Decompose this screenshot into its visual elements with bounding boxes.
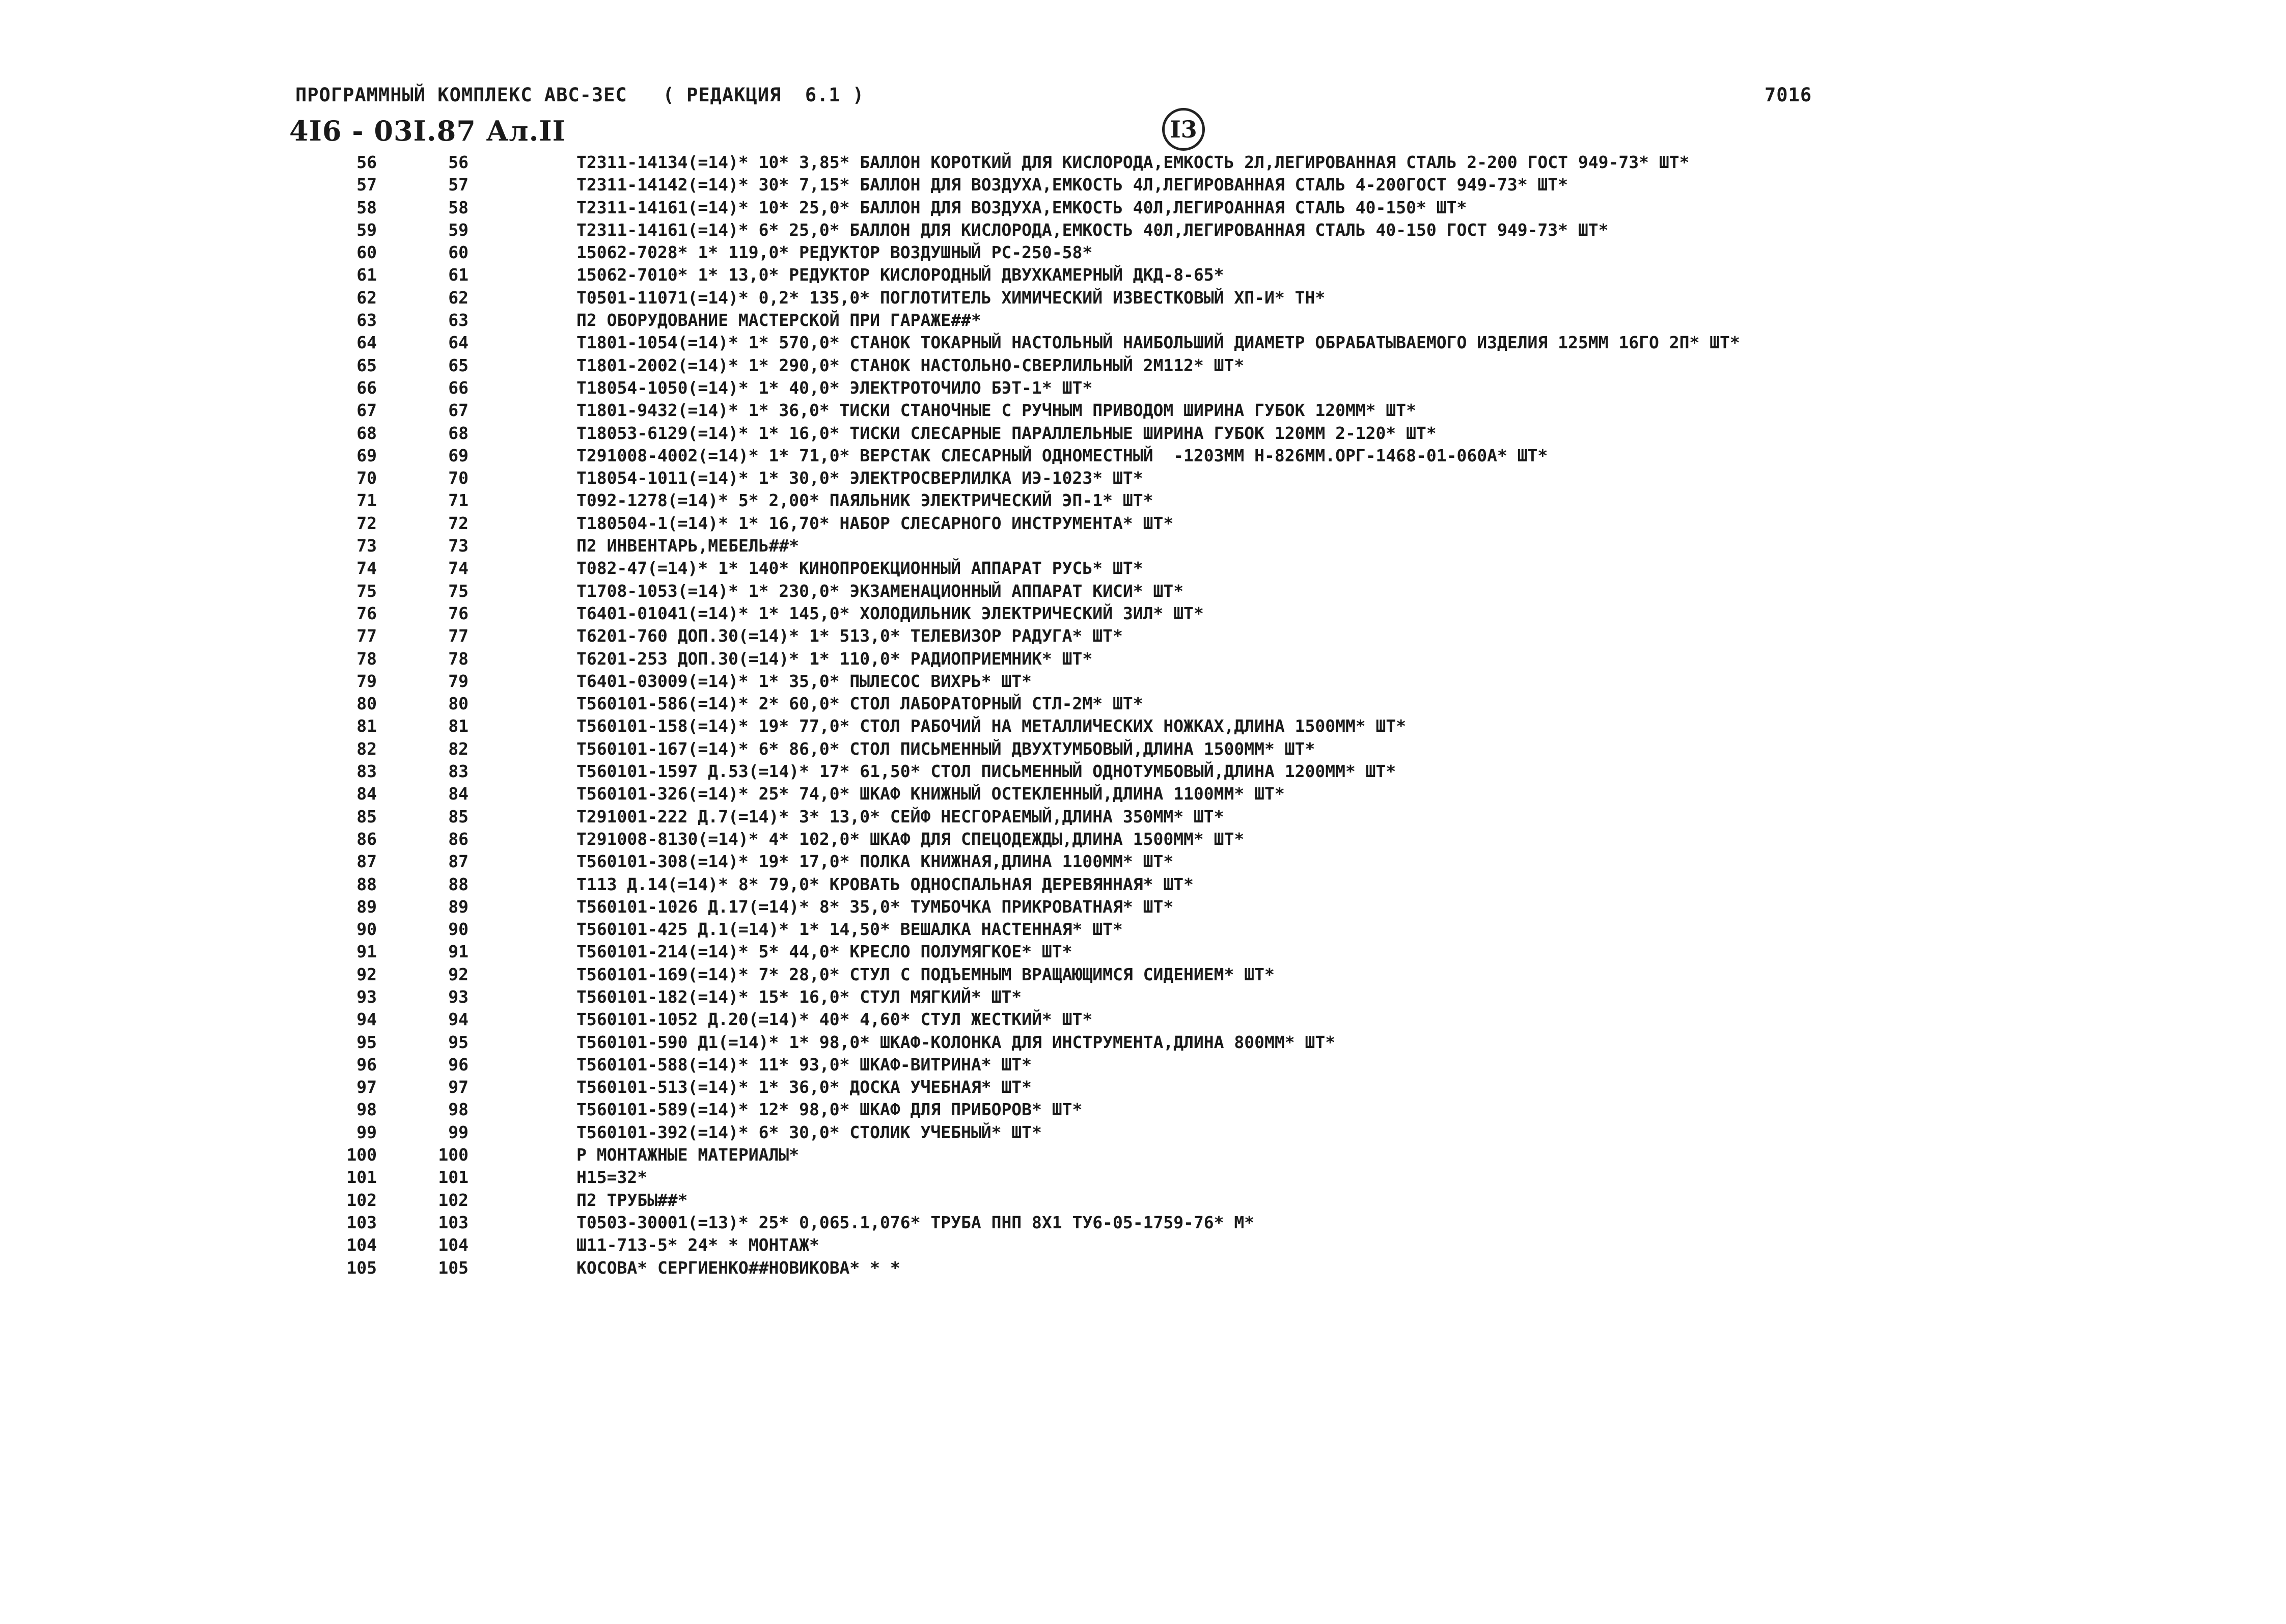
row-number: 78 (356, 648, 377, 669)
row-text: Т2311-14134(=14)* 10* 3,85* БАЛЛОН КОРОТКИЙ ДЛЯ КИСЛОРОДА,ЕМКОСТЬ 2Л,ЛЕГИРОВАННАЯ СТАЛЬ 2-200 ГОСТ 949-73* ШТ* (576, 152, 1690, 172)
sheet-number: I3 (1170, 116, 1197, 143)
row-number: 76 (356, 603, 377, 623)
row-text: Т560101-425 Д.1(=14)* 1* 14,50* ВЕШАЛКА НАСТЕННАЯ* ШТ* (576, 919, 1123, 940)
row-number-repeat: 76 (448, 603, 469, 623)
row-number: 75 (356, 581, 377, 601)
table-row (0, 1054, 2286, 1076)
row-text: Т560101-1597 Д.53(=14)* 17* 61,50* СТОЛ ПИСЬМЕННЫЙ ОДНОТУМБОВЫЙ,ДЛИНА 1200ММ* ШТ* (576, 761, 1396, 782)
row-text: 15062-7028* 1* 119,0* РЕДУКТОР ВОЗДУШНЫЙ РС-250-58* (576, 242, 1093, 263)
table-row (0, 287, 2286, 309)
table-row (0, 918, 2286, 941)
table-row (0, 964, 2286, 986)
table-row (0, 1008, 2286, 1031)
table-row (0, 896, 2286, 918)
row-number-repeat: 63 (448, 310, 469, 331)
row-text: Т560101-158(=14)* 19* 77,0* СТОЛ РАБОЧИЙ НА МЕТАЛЛИЧЕСКИХ НОЖКАХ,ДЛИНА 1500ММ* ШТ* (576, 716, 1407, 736)
row-text: Т0501-11071(=14)* 0,2* 135,0* ПОГЛОТИТЕЛЬ ХИМИЧЕСКИЙ ИЗВЕСТКОВЫЙ ХП-И* ТН* (576, 287, 1326, 308)
row-text: Т0503-30001(=13)* 25* 0,065.1,076* ТРУБА ПНП 8Х1 ТУ6-05-1759-76* М* (576, 1212, 1255, 1232)
row-number-repeat: 98 (448, 1099, 469, 1120)
row-text: Т291008-8130(=14)* 4* 102,0* ШКАФ ДЛЯ СПЕЦОДЕЖДЫ,ДЛИНА 1500ММ* ШТ* (576, 829, 1245, 849)
table-row (0, 648, 2286, 670)
table-row (0, 1098, 2286, 1121)
row-number-repeat: 68 (448, 423, 469, 443)
row-number-repeat: 65 (448, 355, 469, 375)
row-text: Т1801-1054(=14)* 1* 570,0* СТАНОК ТОКАРНЫЙ НАСТОЛЬНЫЙ НАИБОЛЬШИЙ ДИАМЕТР ОБРАБАТЫВАЕМОГО ИЗДЕЛИЯ 125ММ 16ГО 2П* ШТ* (576, 333, 1740, 353)
table-row (0, 760, 2286, 783)
row-text: Т6401-03009(=14)* 1* 35,0* ПЫЛЕСОС ВИХРЬ* ШТ* (576, 671, 1032, 691)
row-text: Т560101-1052 Д.20(=14)* 40* 4,60* СТУЛ ЖЕСТКИЙ* ШТ* (576, 1009, 1093, 1030)
row-text: Т560101-169(=14)* 7* 28,0* СТУЛ С ПОДЪЕМНЫМ ВРАЩАЮЩИМСЯ СИДЕНИЕМ* ШТ* (576, 964, 1275, 984)
row-number-repeat: 97 (448, 1077, 469, 1097)
row-text: Т560101-589(=14)* 12* 98,0* ШКАФ ДЛЯ ПРИБОРОВ* ШТ* (576, 1099, 1083, 1120)
row-number: 69 (356, 445, 377, 465)
row-number-repeat: 95 (448, 1032, 469, 1052)
table-row (0, 557, 2286, 580)
row-text: П2 ОБОРУДОВАНИЕ МАСТЕРСКОЙ ПРИ ГАРАЖЕ##* (576, 310, 981, 331)
row-number-repeat: 89 (448, 896, 469, 917)
table-row (0, 399, 2286, 422)
row-text: Т6201-253 ДОП.30(=14)* 1* 110,0* РАДИОПРИЕМНИК* ШТ* (576, 648, 1093, 669)
row-number: 101 (346, 1167, 377, 1188)
row-number: 71 (356, 490, 377, 511)
row-number-repeat: 66 (448, 377, 469, 398)
row-number: 87 (356, 851, 377, 872)
row-text: Т560101-1026 Д.17(=14)* 8* 35,0* ТУМБОЧКА ПРИКРОВАТНАЯ* ШТ* (576, 896, 1174, 917)
row-number-repeat: 74 (448, 558, 469, 579)
row-number-repeat: 82 (448, 738, 469, 759)
row-text: Т560101-586(=14)* 2* 60,0* СТОЛ ЛАБОРАТОРНЫЙ СТЛ-2М* ШТ* (576, 694, 1143, 714)
table-row (0, 738, 2286, 760)
row-number: 83 (356, 761, 377, 782)
table-row (0, 377, 2286, 399)
row-text: П2 ТРУБЫ##* (576, 1190, 688, 1210)
row-number-repeat: 77 (448, 626, 469, 646)
row-text: Т560101-214(=14)* 5* 44,0* КРЕСЛО ПОЛУМЯГКОЕ* ШТ* (576, 942, 1072, 962)
row-number-repeat: 61 (448, 265, 469, 285)
row-number: 70 (356, 468, 377, 488)
row-number: 80 (356, 694, 377, 714)
row-number-repeat: 59 (448, 219, 469, 240)
row-number: 63 (356, 310, 377, 331)
table-row (0, 1234, 2286, 1256)
table-row (0, 467, 2286, 489)
row-number: 84 (356, 784, 377, 804)
row-text: Т113 Д.14(=14)* 8* 79,0* КРОВАТЬ ОДНОСПАЛЬНАЯ ДЕРЕВЯННАЯ* ШТ* (576, 874, 1194, 894)
row-text: Т1708-1053(=14)* 1* 230,0* ЭКЗАМЕНАЦИОННЫЙ АППАРАТ КИСИ* ШТ* (576, 581, 1184, 601)
row-text: Т18054-1050(=14)* 1* 40,0* ЭЛЕКТРОТОЧИЛО БЭТ-1* ШТ* (576, 377, 1093, 398)
table-row (0, 941, 2286, 963)
row-number-repeat: 93 (448, 986, 469, 1007)
row-number-repeat: 104 (438, 1235, 469, 1255)
row-text: Т180504-1(=14)* 1* 16,70* НАБОР СЛЕСАРНОГО ИНСТРУМЕНТА* ШТ* (576, 513, 1174, 533)
row-number: 95 (356, 1032, 377, 1052)
row-number: 58 (356, 197, 377, 217)
table-row (0, 715, 2286, 737)
row-number: 60 (356, 242, 377, 263)
row-text: Т560101-392(=14)* 6* 30,0* СТОЛИК УЧЕБНЫЙ* ШТ* (576, 1122, 1042, 1142)
row-number-repeat: 96 (448, 1054, 469, 1075)
row-number: 64 (356, 333, 377, 353)
table-row (0, 219, 2286, 241)
row-number: 103 (346, 1212, 377, 1232)
row-number: 90 (356, 919, 377, 940)
table-row (0, 1144, 2286, 1166)
row-number: 105 (346, 1257, 377, 1278)
row-number-repeat: 81 (448, 716, 469, 736)
sheet-number-circle (1162, 108, 1205, 151)
row-number-repeat: 91 (448, 942, 469, 962)
row-text: Ш11-713-5* 24* * МОНТАЖ* (576, 1235, 819, 1255)
row-number-repeat: 100 (438, 1145, 469, 1165)
table-row (0, 1121, 2286, 1144)
table-row (0, 174, 2286, 196)
table-row (0, 489, 2286, 512)
row-text: Т560101-588(=14)* 11* 93,0* ШКАФ-ВИТРИНА* ШТ* (576, 1054, 1032, 1075)
row-number-repeat: 92 (448, 964, 469, 984)
row-number: 74 (356, 558, 377, 579)
row-number-repeat: 87 (448, 851, 469, 872)
row-number-repeat: 57 (448, 175, 469, 195)
row-number: 82 (356, 738, 377, 759)
row-text: Т560101-513(=14)* 1* 36,0* ДОСКА УЧЕБНАЯ* ШТ* (576, 1077, 1032, 1097)
row-number: 100 (346, 1145, 377, 1165)
row-number: 59 (356, 219, 377, 240)
row-number-repeat: 90 (448, 919, 469, 940)
row-number-repeat: 84 (448, 784, 469, 804)
table-row (0, 625, 2286, 647)
row-number-repeat: 62 (448, 287, 469, 308)
row-number-repeat: 102 (438, 1190, 469, 1210)
row-number: 79 (356, 671, 377, 691)
table-row (0, 828, 2286, 850)
row-number-repeat: 80 (448, 694, 469, 714)
table-row (0, 873, 2286, 896)
row-number-repeat: 99 (448, 1122, 469, 1142)
row-number: 68 (356, 423, 377, 443)
row-number: 66 (356, 377, 377, 398)
row-number: 102 (346, 1190, 377, 1210)
row-number: 104 (346, 1235, 377, 1255)
row-number: 73 (356, 536, 377, 556)
table-row (0, 783, 2286, 805)
row-number: 94 (356, 1009, 377, 1030)
table-row (0, 1031, 2286, 1054)
row-number-repeat: 71 (448, 490, 469, 511)
row-text: Н15=32* (576, 1167, 648, 1188)
specification-listing (0, 151, 2286, 1279)
table-row (0, 241, 2286, 264)
table-row (0, 670, 2286, 693)
row-text: Т1801-9432(=14)* 1* 36,0* ТИСКИ СТАНОЧНЫЕ С РУЧНЫМ ПРИВОДОМ ШИРИНА ГУБОК 120ММ* ШТ* (576, 400, 1417, 421)
row-number: 88 (356, 874, 377, 894)
row-number-repeat: 72 (448, 513, 469, 533)
row-text: Т18053-6129(=14)* 1* 16,0* ТИСКИ СЛЕСАРНЫЕ ПАРАЛЛЕЛЬНЫЕ ШИРИНА ГУБОК 120ММ 2-120* ШТ* (576, 423, 1437, 443)
row-number: 62 (356, 287, 377, 308)
row-text: КОСОВА* СЕРГИЕНКО##НОВИКОВА* * * (576, 1257, 900, 1278)
row-number: 99 (356, 1122, 377, 1142)
row-number-repeat: 70 (448, 468, 469, 488)
row-text: Т291008-4002(=14)* 1* 71,0* ВЕРСТАК СЛЕСАРНЫЙ ОДНОМЕСТНЫЙ -1203ММ Н-826ММ.ОРГ-1468-01-060А* ШТ* (576, 445, 1548, 465)
table-row (0, 332, 2286, 354)
row-number-repeat: 85 (448, 806, 469, 827)
row-number: 81 (356, 716, 377, 736)
row-number: 98 (356, 1099, 377, 1120)
row-text: 15062-7010* 1* 13,0* РЕДУКТОР КИСЛОРОДНЫЙ ДВУХКАМЕРНЫЙ ДКД-8-65* (576, 265, 1224, 285)
table-row (0, 602, 2286, 625)
row-number: 67 (356, 400, 377, 421)
row-number-repeat: 83 (448, 761, 469, 782)
row-number-repeat: 64 (448, 333, 469, 353)
row-number: 61 (356, 265, 377, 285)
table-row (0, 422, 2286, 445)
table-row (0, 197, 2286, 219)
row-number: 85 (356, 806, 377, 827)
table-row (0, 1212, 2286, 1234)
row-text: Т18054-1011(=14)* 1* 30,0* ЭЛЕКТРОСВЕРЛИЛКА ИЭ-1023* ШТ* (576, 468, 1143, 488)
row-number-repeat: 94 (448, 1009, 469, 1030)
table-row (0, 354, 2286, 377)
row-number: 89 (356, 896, 377, 917)
row-number-repeat: 58 (448, 197, 469, 217)
row-number: 72 (356, 513, 377, 533)
program-title: ПРОГРАММНЫЙ КОМПЛЕКС АВС-ЗЕС ( РЕДАКЦИЯ 6.1 ) (295, 84, 865, 106)
row-number-repeat: 86 (448, 829, 469, 849)
table-row (0, 986, 2286, 1008)
row-number-repeat: 56 (448, 152, 469, 172)
page-header (295, 84, 1823, 115)
row-number-repeat: 60 (448, 242, 469, 263)
row-number-repeat: 67 (448, 400, 469, 421)
row-number-repeat: 103 (438, 1212, 469, 1232)
table-row (0, 806, 2286, 828)
row-text: Т560101-182(=14)* 15* 16,0* СТУЛ МЯГКИЙ* ШТ* (576, 986, 1022, 1007)
row-text: Т082-47(=14)* 1* 140* КИНОПРОЕКЦИОННЫЙ АППАРАТ РУСЬ* ШТ* (576, 558, 1143, 579)
row-text: Р МОНТАЖНЫЕ МАТЕРИАЛЫ* (576, 1145, 800, 1165)
row-text: Т1801-2002(=14)* 1* 290,0* СТАНОК НАСТОЛЬНО-СВЕРЛИЛЬНЫЙ 2М112* ШТ* (576, 355, 1245, 375)
table-row (0, 1166, 2286, 1189)
row-text: Т2311-14161(=14)* 6* 25,0* БАЛЛОН ДЛЯ КИСЛОРОДА,ЕМКОСТЬ 40Л,ЛЕГИРОВАННАЯ СТАЛЬ 40-150 ГОСТ 949-73* ШТ* (576, 219, 1609, 240)
row-number: 97 (356, 1077, 377, 1097)
row-number: 77 (356, 626, 377, 646)
row-number-repeat: 75 (448, 581, 469, 601)
row-text: П2 ИНВЕНТАРЬ,МЕБЕЛЬ##* (576, 536, 800, 556)
row-number-repeat: 73 (448, 536, 469, 556)
row-number: 86 (356, 829, 377, 849)
table-row (0, 1257, 2286, 1279)
table-row (0, 580, 2286, 602)
table-row (0, 1076, 2286, 1098)
row-number: 93 (356, 986, 377, 1007)
row-text: Т291001-222 Д.7(=14)* 3* 13,0* СЕЙФ НЕСГОРАЕМЫЙ,ДЛИНА 350ММ* ШТ* (576, 806, 1224, 827)
row-text: Т2311-14161(=14)* 10* 25,0* БАЛЛОН ДЛЯ ВОЗДУХА,ЕМКОСТЬ 40Л,ЛЕГИРОАННАЯ СТАЛЬ 40-150* ШТ* (576, 197, 1467, 217)
row-number-repeat: 101 (438, 1167, 469, 1188)
row-text: Т6401-01041(=14)* 1* 145,0* ХОЛОДИЛЬНИК ЭЛЕКТРИЧЕСКИЙ ЗИЛ* ШТ* (576, 603, 1204, 623)
row-number: 56 (356, 152, 377, 172)
row-number-repeat: 69 (448, 445, 469, 465)
row-number: 92 (356, 964, 377, 984)
row-text: Т560101-326(=14)* 25* 74,0* ШКАФ КНИЖНЫЙ ОСТЕКЛЕННЫЙ,ДЛИНА 1100ММ* ШТ* (576, 784, 1285, 804)
row-number-repeat: 88 (448, 874, 469, 894)
row-text: Т560101-590 Д1(=14)* 1* 98,0* ШКАФ-КОЛОНКА ДЛЯ ИНСТРУМЕНТА,ДЛИНА 800ММ* ШТ* (576, 1032, 1336, 1052)
table-row (0, 512, 2286, 535)
row-text: Т6201-760 ДОП.30(=14)* 1* 513,0* ТЕЛЕВИЗОР РАДУГА* ШТ* (576, 626, 1123, 646)
row-number: 91 (356, 942, 377, 962)
table-row (0, 264, 2286, 286)
row-text: Т560101-308(=14)* 19* 17,0* ПОЛКА КНИЖНАЯ,ДЛИНА 1100ММ* ШТ* (576, 851, 1174, 872)
table-row (0, 151, 2286, 174)
table-row (0, 693, 2286, 715)
row-number-repeat: 79 (448, 671, 469, 691)
table-row (0, 445, 2286, 467)
row-text: Т2311-14142(=14)* 30* 7,15* БАЛЛОН ДЛЯ ВОЗДУХА,ЕМКОСТЬ 4Л,ЛЕГИРОВАННАЯ СТАЛЬ 4-200ГОСТ 949-73* ШТ* (576, 175, 1568, 195)
document-number: 4I6 - 03I.87 Ал.II (289, 115, 566, 147)
row-number: 65 (356, 355, 377, 375)
table-row (0, 309, 2286, 332)
row-number-repeat: 105 (438, 1257, 469, 1278)
row-number: 57 (356, 175, 377, 195)
table-row (0, 1189, 2286, 1212)
row-text: Т092-1278(=14)* 5* 2,00* ПАЯЛЬНИК ЭЛЕКТРИЧЕСКИЙ ЭП-1* ШТ* (576, 490, 1153, 511)
row-number: 96 (356, 1054, 377, 1075)
row-number-repeat: 78 (448, 648, 469, 669)
table-row (0, 535, 2286, 557)
page-code: 7016 (1765, 84, 1812, 106)
row-text: Т560101-167(=14)* 6* 86,0* СТОЛ ПИСЬМЕННЫЙ ДВУХТУМБОВЫЙ,ДЛИНА 1500ММ* ШТ* (576, 738, 1315, 759)
table-row (0, 850, 2286, 873)
